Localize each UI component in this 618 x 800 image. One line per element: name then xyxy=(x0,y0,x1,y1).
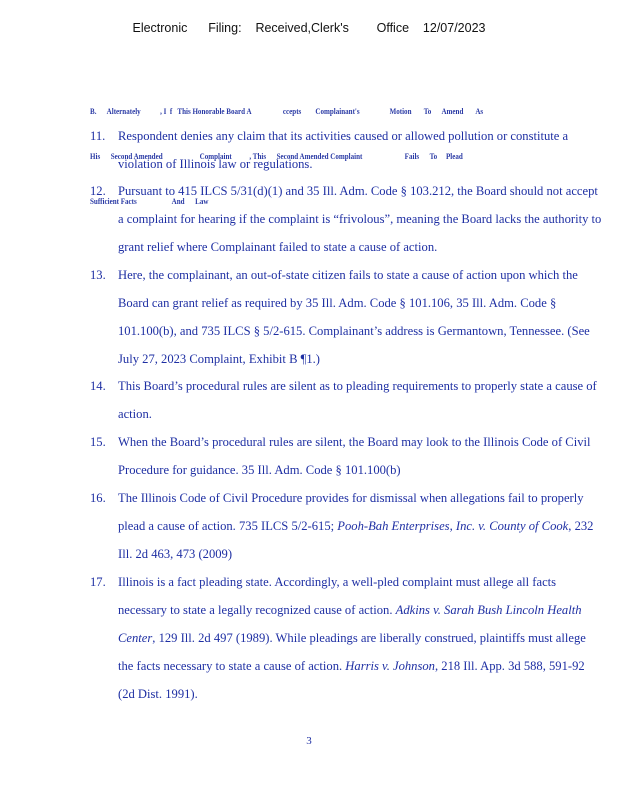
section-heading-line-2: His Second Amended Complaint , This Second Amended Complaint Fails To Plead xyxy=(90,151,463,161)
page-number: 3 xyxy=(306,735,312,747)
paragraph-11 xyxy=(90,122,602,178)
paragraph-text: Pursuant to 415 ILCS 5/31(d)(1) and 35 Ill. Adm. Code § 103.212, the Board should not accept a complaint for hearing if the complaint is “frivolous”, meaning the Board lacks the authority to grant relief where Complainant failed to state a cause of action. xyxy=(118,184,602,254)
paragraph-number: 15. xyxy=(90,435,106,449)
paragraph-12 xyxy=(90,177,602,261)
paragraph-17 xyxy=(90,568,602,708)
paragraph-number: 12. xyxy=(90,184,106,198)
paragraph-number: 17. xyxy=(90,575,106,589)
case-citation: Pooh-Bah Enterprises, Inc. v. County of Cook xyxy=(337,519,569,533)
paragraph-number: 11. xyxy=(90,129,106,143)
paragraph-text xyxy=(118,568,602,708)
paragraph-number: 13. xyxy=(90,268,106,282)
section-heading-line-1: B. Alternately , I f This Honorable Board A ccepts Complainant's Motion To Amend As xyxy=(90,106,484,116)
filing-stamp-header: Electronic Filing: Received,Clerk's Office 12/07/2023 xyxy=(132,21,486,35)
paragraph-text-part: Illinois is a fact pleading state. Accordingly, a well-pled complaint must allege all facts necessary to state a legally recognized cause of action. xyxy=(118,575,557,617)
paragraph-text: Here, the complainant, an out-of-state citizen fails to state a cause of action upon which the Board can grant relief as required by 35 Ill. Adm. Code § 101.106, 35 Ill. Adm. Code § 101.100(b), and 735 ILCS § 5/2-615. Complainant’s address is Germantown, Tennessee. (See July 27, 2023 Complaint, Exhibit B ¶1.) xyxy=(118,268,590,366)
case-citation: Harris v. Johnson xyxy=(345,659,435,673)
paragraph-text: Respondent denies any claim that its activities caused or allowed pollution or constitute a violation of Illinois law or regulations. xyxy=(118,129,569,171)
paragraph-number: 14. xyxy=(90,379,106,393)
paragraph-number: 16. xyxy=(90,491,106,505)
section-heading-line-3: Sufficient Facts And Law xyxy=(90,196,209,206)
paragraph-text xyxy=(118,484,602,568)
paragraph-14 xyxy=(90,372,602,428)
paragraph-text-part: , 232 Ill. 2d 463, 473 (2009) xyxy=(118,519,594,561)
paragraph-text-part: , 129 Ill. 2d 497 (1989). While pleadings are liberally construed, plaintiffs must allege the facts necessary to state a cause of action. xyxy=(118,631,586,673)
paragraph-16 xyxy=(90,484,602,568)
case-citation: Adkins v. Sarah Bush Lincoln Health Center xyxy=(118,603,582,645)
paragraph-text-part: , 218 Ill. App. 3d 588, 591-92 (2d Dist. 1991). xyxy=(118,659,585,701)
paragraph-15 xyxy=(90,428,602,484)
paragraph-text-part: The Illinois Code of Civil Procedure provides for dismissal when allegations fail to properly plead a cause of action. 735 ILCS 5/2-615; xyxy=(118,491,584,533)
paragraph-text: This Board’s procedural rules are silent as to pleading requirements to properly state a cause of action. xyxy=(118,379,597,421)
paragraph-13 xyxy=(90,261,602,373)
paragraph-text: When the Board’s procedural rules are silent, the Board may look to the Illinois Code of Civil Procedure for guidance. 35 Ill. Adm. Code § 101.100(b) xyxy=(118,435,591,477)
